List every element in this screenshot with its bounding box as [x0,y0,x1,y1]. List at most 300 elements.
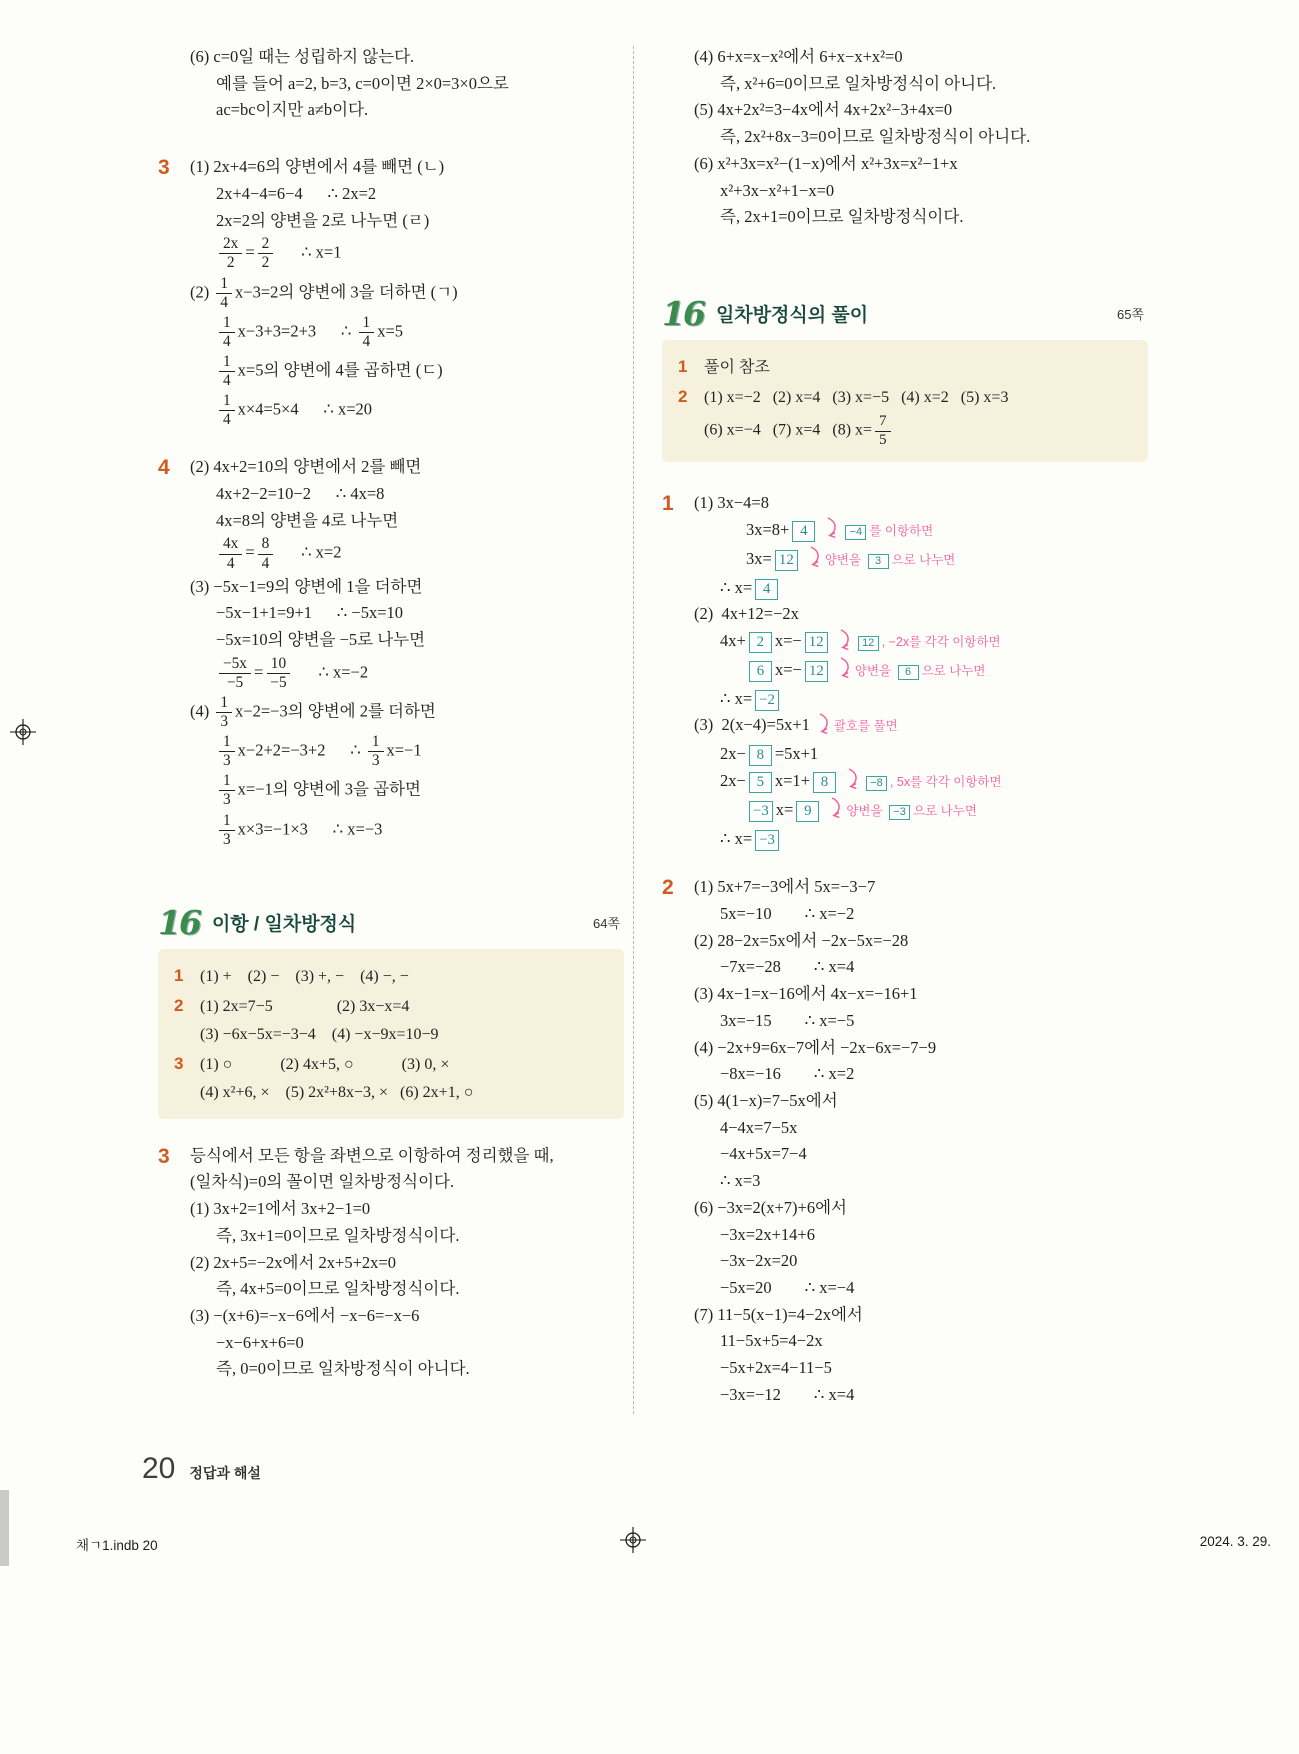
solution-line [174,1049,608,1079]
fraction-denominator: 4 [220,293,229,311]
solution-line [190,1330,624,1357]
solution-line [190,534,624,573]
annotation-text: 양변을 [854,663,895,678]
text-run: 예를 들어 a=2, b=3, c=0이면 2×0=3×0으로 [216,73,509,93]
solution-line [694,151,1148,178]
solution-line [694,712,1148,741]
answer-box [662,340,1148,462]
fraction [216,275,232,312]
text-run: 4x+ [720,630,746,650]
annotation-text: 양변을 [846,803,887,818]
solution-line [694,1168,1148,1195]
solution-line [190,732,624,771]
text-run: (1) + (2) − (3) +, − (4) −, − [200,967,409,985]
fraction [219,812,235,849]
annotation [847,775,1002,789]
annotation-arrow-icon [809,546,823,574]
fraction-numerator: 1 [368,733,384,752]
solution-line [694,1328,1148,1355]
problem-number: 4 [158,456,170,480]
solution-line [190,208,624,235]
solution-line [694,44,1148,71]
fraction [875,413,890,449]
solution-line [190,574,624,601]
text-run: x=1+ [774,770,810,790]
boxed-value: −3 [889,805,910,820]
annotation [830,804,977,818]
fraction-denominator: 4 [223,332,231,350]
page-footer [142,1452,261,1486]
solution-line [694,826,1148,853]
solution-line [678,352,1132,382]
text-run: (4) x²+6, × (5) 2x²+8x−3, × (6) 2x+1, ○ [200,1083,474,1101]
text-run: (3) −6x−5x=−3−4 (4) −x−9x=10−9 [200,1025,439,1043]
boxed-value: 5 [749,772,772,793]
solution-line [694,97,1148,124]
text-run: x=−1 [386,740,422,760]
fraction [219,314,235,351]
text-run: x=− [775,659,802,679]
text-run: (7) 11−5(x−1)=4−2x에서 [694,1304,863,1324]
fraction-numerator: 1 [219,772,235,791]
solution-line [694,546,1148,575]
text-run: (1) x=−2 (2) x=4 (3) x=−5 (4) x=2 (5) x=3 [704,389,1009,407]
problem-number: 2 [662,876,674,900]
fraction-numerator: 10 [267,655,290,674]
annotation-arrow-icon [839,629,853,657]
solution-line [190,627,624,654]
annotation [839,664,986,678]
solution-line [694,124,1148,151]
text-run: 등식에서 모든 항을 좌변으로 이항하여 정리했을 때, [190,1145,554,1165]
column-divider [633,46,634,1414]
fraction-numerator: 2x [219,235,242,254]
solution-line [190,352,624,391]
boxed-value: −4 [845,525,866,540]
page-edge-tab [0,1490,9,1566]
solution-line [694,178,1148,205]
solution-line [678,382,1132,412]
solution-line [190,693,624,732]
text-run: (6) c=0일 때는 성립하지 않는다. [190,47,415,66]
solution-line [190,44,624,71]
solution-line [694,628,1148,657]
solution-line [694,874,1148,901]
annotation-arrow-icon [839,657,853,685]
text-run: 즉, 3x+1=0이므로 일차방정식이다. [216,1225,460,1245]
print-date-label: 2024. 3. 29. [1199,1534,1271,1549]
fraction-denominator: 3 [223,791,231,809]
solution-line [694,981,1148,1008]
text-run: 2x=2의 양변을 2로 나누면 (ㄹ) [216,210,430,230]
text-run: 5x=−10 ∴ x=−2 [720,903,855,923]
fraction-denominator: 4 [362,332,371,350]
solution-line [694,1302,1148,1329]
problem-content [190,154,624,430]
annotation-text: , 5x를 각각 이항하면 [889,774,1002,789]
boxed-value: 12 [858,636,879,651]
fraction-numerator: 4x [219,535,242,554]
solution-line [190,508,624,535]
page-footer-label: 정답과 해설 [189,1465,261,1481]
print-file-label: 채ㄱ1.indb 20 [76,1538,158,1553]
text-run: −5x=20 ∴ x=−4 [720,1278,855,1298]
solution-line [190,1143,624,1170]
problem-solution [158,154,624,430]
fraction [219,655,251,692]
text-run: (일차식)=0의 꼴이면 일차방정식이다. [190,1172,455,1192]
solution-line [694,490,1148,517]
fraction-denominator: 2 [226,254,235,272]
left-column [142,44,624,1383]
fraction-denominator: 4 [226,554,235,572]
problem-solution [158,454,624,849]
answer-item [694,44,1148,231]
answer-number: 2 [678,387,688,407]
annotation-text: 으로 나누면 [921,663,986,678]
text-run: 풀이 참조 [704,359,770,377]
solution-line [174,961,608,991]
solution-line [694,1115,1148,1142]
text-run: ∴ x= [720,577,753,597]
solution-line [190,811,624,850]
solution-line [694,601,1148,628]
text-run: 2x+4−4=6−4 ∴ 2x=2 [216,183,377,203]
text-run: −4x+5x=7−4 [720,1144,807,1164]
section [158,902,624,1119]
text-run: (6) x²+3x=x²−(1−x)에서 x²+3x=x²−1+x [694,153,958,173]
fraction [216,694,232,731]
problem-number: 3 [158,1144,170,1168]
text-run: x×4=5×4 ∴ x=20 [237,399,373,419]
text-run: ∴ x= [720,688,753,708]
text-run: 3x=−15 ∴ x=−5 [720,1010,855,1030]
solution-line [190,1250,624,1277]
problem-solution [158,1143,624,1383]
boxed-value: −8 [866,776,887,791]
registration-mark-bottom-icon [620,1527,646,1558]
fraction-denominator: 4 [223,411,231,429]
boxed-value: 6 [898,665,919,680]
text-run: −5x+2x=4−11−5 [720,1358,832,1378]
text-run: −7x=−28 ∴ x=4 [720,957,855,977]
text-run: 2x− [720,770,746,790]
solution-line [174,1079,608,1107]
annotation-text: 를 이항하면 [869,523,934,538]
fraction-denominator: −5 [270,673,287,691]
solution-line [694,1035,1148,1062]
problem-content [694,874,1148,1408]
text-run: (6) −3x=2(x+7)+6에서 [694,1197,847,1217]
fraction-numerator: 1 [219,733,235,752]
fraction [219,235,242,272]
text-run: x=5의 양변에 4를 곱하면 (ㄷ) [237,360,443,380]
fraction-numerator: 1 [219,314,235,333]
annotation-text: 으로 나누면 [891,552,956,567]
text-run: (3) −5x−1=9의 양변에 1을 더하면 [190,576,423,596]
text-run: 즉, 0=0이므로 일차방정식이 아니다. [216,1359,470,1379]
solution-line [694,575,1148,602]
problem-number: 1 [662,492,674,516]
text-run: 즉, x²+6=0이므로 일차방정식이 아니다. [720,73,997,93]
annotation-text: , −2x를 각각 이항하면 [881,634,1001,649]
solution-line [694,768,1148,797]
solution-line [190,1196,624,1223]
text-run: ∴ x=2 [276,542,342,562]
problem-content [190,454,624,849]
solution-line [694,204,1148,231]
boxed-value: 12 [775,550,798,571]
fraction [219,772,235,809]
text-run: 3x=8+ [746,519,790,539]
boxed-value: 12 [805,632,828,653]
text-run: x−2=−3의 양변에 2를 더하면 [235,701,436,721]
solution-line [694,954,1148,981]
text-run: 4−4x=7−5x [720,1117,798,1137]
fraction-denominator: 4 [223,371,231,389]
annotation-arrow-icon [826,517,840,545]
solution-line [678,412,1132,450]
problem-solution [662,874,1148,1408]
text-run: (5) 4x+2x²=3−4x에서 4x+2x²−3+4x=0 [694,100,953,120]
solution-line [694,657,1148,686]
annotation [826,524,933,538]
answer-number: 2 [174,995,184,1015]
fraction-denominator: 3 [220,713,229,731]
text-run: −5x−1+1=9+1 ∴ −5x=10 [216,603,404,623]
solution-line [190,1169,624,1196]
fraction-numerator: 1 [219,353,235,372]
answer-item [190,44,624,124]
problem-content [190,1143,624,1383]
page-number: 20 [142,1452,176,1485]
fraction-denominator: 5 [879,431,887,448]
solution-line [190,1223,624,1250]
text-run: (2) 2x+5=−2x에서 2x+5+2x=0 [190,1252,396,1272]
text-run: x−2+2=−3+2 ∴ [237,740,365,760]
text-run: −x−6+x+6=0 [216,1332,304,1352]
text-run: (6) x=−4 (7) x=4 (8) x= [704,421,873,439]
text-run: 즉, 2x+1=0이므로 일차방정식이다. [720,207,964,227]
fraction [368,733,384,770]
text-run: x=− [774,630,802,650]
annotation-arrow-icon [818,713,832,741]
solution-line [694,1195,1148,1222]
solution-line [694,1008,1148,1035]
text-run: x=5 [377,321,404,341]
solution-line [190,313,624,352]
answer-number: 3 [174,1053,184,1073]
text-run: (1) 3x−4=8 [694,493,769,513]
fraction [219,392,235,429]
annotation-text: 으로 나누면 [913,803,977,818]
section-title: 이항 / 일차방정식 [211,913,357,935]
fraction [258,535,274,572]
fraction [219,353,235,390]
text-run: (1) 2x+4=6의 양변에서 4를 빼면 (ㄴ) [190,157,445,177]
answer-box [158,949,624,1119]
solution-line [190,600,624,627]
boxed-value: 8 [813,772,836,793]
text-run: (1) 3x+2=1에서 3x+2−1=0 [190,1199,371,1219]
text-run: 4x=8의 양변을 4로 나누면 [216,510,399,530]
boxed-value: 6 [749,661,772,682]
annotation [809,553,956,567]
text-run: ∴ x=1 [276,242,342,262]
solution-line [694,1141,1148,1168]
solution-line [190,1276,624,1303]
fraction-numerator: 1 [216,275,232,294]
boxed-value: −2 [755,690,779,711]
annotation-text: 양변을 [824,552,865,567]
answer-number: 1 [678,357,688,377]
solution-line [190,1303,624,1330]
solution-line [174,1021,608,1049]
solution-line [694,1382,1148,1409]
fraction [359,314,375,351]
fraction-numerator: 1 [359,314,375,333]
fraction-numerator: 1 [216,694,232,713]
text-run: (1) 5x+7=−3에서 5x=−3−7 [694,877,876,897]
text-run: x²+3x−x²+1−x=0 [720,180,835,200]
fraction-denominator: 4 [261,554,270,572]
text-run: (1) 2x=7−5 (2) 3x−x=4 [200,997,410,1015]
text-run: ∴ x= [720,828,753,848]
answer-number: 1 [174,965,184,985]
solution-line [694,686,1148,713]
text-run: x−3=2의 양변에 3을 더하면 (ㄱ) [235,281,458,301]
fraction [219,535,242,572]
problem-content [694,490,1148,852]
section-badge: 16 [662,294,704,334]
text-run: 4x+2−2=10−2 ∴ 4x=8 [216,483,385,503]
annotation-arrow-icon [830,797,844,825]
boxed-value: 3 [868,554,889,569]
text-run: x−3+3=2+3 ∴ [237,321,356,341]
annotation [839,635,1001,649]
text-run: (2) 4x+2=10의 양변에서 2를 빼면 [190,457,422,477]
boxed-value: 12 [805,661,828,682]
text-run: x×3=−1×3 ∴ x=−3 [237,818,383,838]
fraction-numerator: 2 [258,235,274,254]
fraction-numerator: 7 [875,413,890,432]
fraction [266,655,290,692]
solution-line [190,481,624,508]
text-run: ∴ x=−2 [293,662,369,682]
text-run: (5) 4(1−x)=7−5x에서 [694,1090,838,1110]
text-run: (2) 28−2x=5x에서 −2x−5x=−28 [694,930,909,950]
section-page-ref: 64쪽 [592,915,620,931]
fraction-numerator: 1 [219,392,235,411]
solution-line [190,181,624,208]
right-column [662,44,1148,1409]
problem-number: 3 [158,156,170,180]
fraction [258,235,274,272]
boxed-value: 8 [749,745,772,766]
solution-line [694,71,1148,98]
text-run: (3) 4x−1=x−16에서 4x−x=−16+1 [694,984,918,1004]
section-page-ref: 65쪽 [1116,307,1144,323]
text-run: (2) 4x+12=−2x [694,604,799,624]
section [662,294,1148,462]
solution-line [694,928,1148,955]
boxed-value: 2 [749,632,772,653]
solution-line [694,1355,1148,1382]
fraction-denominator: 3 [223,752,231,770]
text-run: x= [775,799,794,819]
fraction-numerator: 1 [219,812,235,831]
solution-line [694,1248,1148,1275]
annotation-arrow-icon [847,768,861,796]
text-run: −8x=−16 ∴ x=2 [720,1064,855,1084]
solution-line [694,901,1148,928]
problem-solution [662,490,1148,852]
fraction-denominator: 2 [261,254,270,272]
boxed-value: −3 [749,801,773,822]
text-run: 즉, 4x+5=0이므로 일차방정식이다. [216,1279,460,1299]
solution-line [190,274,624,313]
text-run: 즉, 2x²+8x−3=0이므로 일차방정식이 아니다. [720,127,1031,147]
solution-line [190,654,624,693]
text-run: x=−1의 양변에 3을 곱하면 [237,779,421,799]
annotation [818,719,898,733]
text-run: (3) 2(x−4)=5x+1 [694,715,810,735]
solution-line [694,741,1148,768]
boxed-value: 4 [755,579,778,600]
text-run: −3x=2x+14+6 [720,1224,815,1244]
text-run: (1) ○ (2) 4x+5, ○ (3) 0, × [200,1055,450,1073]
text-run: ∴ x=3 [720,1171,761,1191]
section-header [662,294,1148,334]
text-run: (3) −(x+6)=−x−6에서 −x−6=−x−6 [190,1306,420,1325]
solution-line [190,234,624,273]
solution-line [694,1275,1148,1302]
annotation-text: 괄호를 풀면 [833,719,898,734]
text-run: −3x=−12 ∴ x=4 [720,1384,855,1404]
registration-mark-left-icon [10,719,36,750]
fraction [219,733,235,770]
boxed-value: −3 [755,830,779,851]
boxed-value: 9 [796,801,819,822]
text-run: = [245,242,255,262]
text-run: = [253,662,264,682]
text-run: 11−5x+5=4−2x [720,1331,823,1351]
section-title: 일차방정식의 풀이 [715,305,869,327]
fraction-numerator: 8 [258,535,274,554]
text-run: =5x+1 [774,744,819,764]
text-run: −5x=10의 양변을 −5로 나누면 [216,630,426,650]
section-badge: 16 [158,902,200,942]
text-run: 2x− [720,744,746,764]
solution-line [190,1356,624,1383]
fraction-denominator: 3 [371,752,380,770]
solution-line [190,97,624,124]
solution-line [694,1088,1148,1115]
solution-line [694,1061,1148,1088]
text-run: = [245,542,255,562]
text-run: −3x−2x=20 [720,1251,798,1271]
solution-line [190,391,624,430]
solution-line [174,991,608,1021]
text-run: (2) [190,281,214,301]
solution-line [190,154,624,181]
fraction-denominator: 3 [223,830,231,848]
solution-line [190,771,624,810]
solution-line [694,1222,1148,1249]
solution-line [190,454,624,481]
fraction-denominator: −5 [226,673,244,691]
solution-line [694,797,1148,826]
